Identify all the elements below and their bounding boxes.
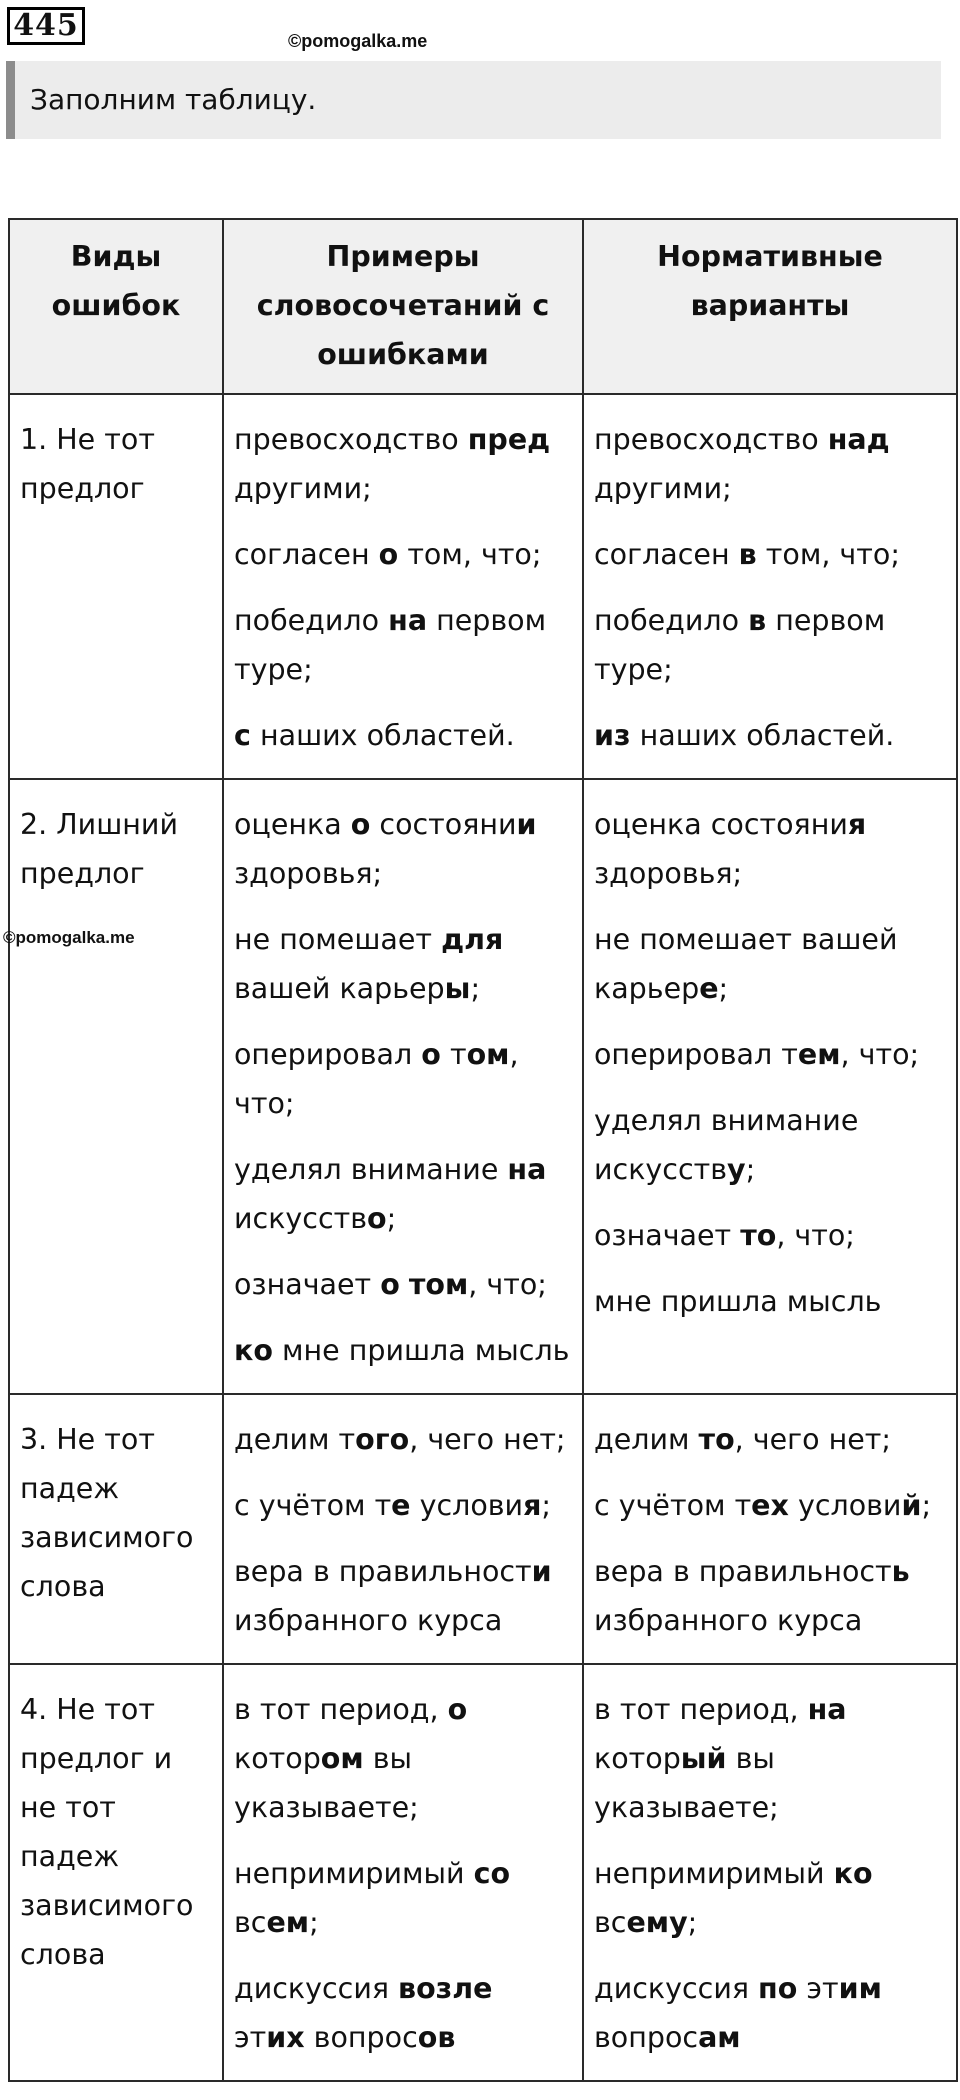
error-example [234, 1260, 572, 1309]
text-fragment: вера в правильност [234, 1555, 532, 1588]
text-fragment: означает [234, 1268, 381, 1301]
text-fragment: , что; [776, 1219, 855, 1252]
normative-example [594, 800, 946, 898]
text-fragment: вопрос [594, 2021, 699, 2054]
highlighted-fragment: ем [797, 1038, 841, 1071]
text-fragment: победило [594, 604, 749, 637]
highlighted-fragment: ый [680, 1742, 727, 1775]
header-error-type: Виды ошибок [9, 219, 223, 394]
text-fragment: оценка состояни [594, 808, 848, 841]
text-fragment: ; [718, 972, 729, 1005]
normative-example [594, 1849, 946, 1947]
text-fragment: котор [234, 1742, 321, 1775]
text-fragment: ; [309, 1906, 319, 1939]
watermark-top: ©pomogalka.me [288, 31, 428, 51]
text-fragment: в тот период, [594, 1693, 808, 1726]
highlighted-fragment: ему [626, 1906, 688, 1939]
highlighted-fragment: я [523, 1489, 542, 1522]
table-body [9, 394, 957, 2081]
text-fragment: мне пришла мысль [594, 1285, 882, 1318]
error-examples-cell [223, 1664, 583, 2081]
text-fragment: не помешает вашей карьер [594, 923, 898, 1005]
text-fragment: в тот период, [234, 1693, 448, 1726]
highlighted-fragment: о [378, 538, 399, 571]
normative-variants-cell [583, 1394, 957, 1664]
text-fragment: согласен [594, 538, 739, 571]
table-row [9, 1664, 957, 2081]
normative-example [594, 1481, 946, 1530]
highlighted-fragment: о [421, 1038, 441, 1071]
highlighted-fragment: ом [466, 1038, 510, 1071]
text-fragment: эт [234, 2021, 267, 2054]
table-header-row [9, 219, 957, 394]
highlighted-fragment: е [391, 1489, 411, 1522]
highlighted-fragment: из [594, 719, 631, 752]
text-fragment: делим т [234, 1423, 356, 1456]
highlighted-fragment: на [507, 1153, 547, 1186]
text-fragment: ; [921, 1489, 932, 1522]
text-fragment: избранного курса [234, 1604, 503, 1637]
text-fragment: ; [470, 972, 481, 1005]
highlighted-fragment: на [807, 1693, 847, 1726]
table-row [9, 779, 957, 1394]
highlighted-fragment: ко [833, 1857, 873, 1890]
text-fragment: вс [234, 1906, 267, 1939]
text-fragment: вашей карьер [234, 972, 445, 1005]
normative-example [594, 1547, 946, 1645]
text-fragment: ; [745, 1153, 756, 1186]
highlighted-fragment: ого [355, 1423, 410, 1456]
header-error-examples: Примеры словосочетаний с ошибками [223, 219, 583, 394]
intro-text: Заполним таблицу. [6, 61, 941, 139]
normative-example [594, 1211, 946, 1260]
highlighted-fragment: в [748, 604, 767, 637]
text-fragment: услови [410, 1489, 524, 1522]
text-fragment: , чего нет; [409, 1423, 566, 1456]
error-example [234, 1964, 572, 2062]
text-fragment: здоровья; [234, 857, 383, 890]
text-fragment: эт [797, 1972, 839, 2005]
highlighted-fragment: о [350, 808, 371, 841]
highlighted-fragment: для [441, 923, 504, 956]
highlighted-fragment: ко [234, 1334, 273, 1367]
error-example [234, 530, 572, 579]
highlighted-fragment: е [699, 972, 719, 1005]
text-fragment: непримиримый [594, 1857, 834, 1890]
highlighted-fragment: о [367, 1202, 387, 1235]
highlighted-fragment: в [738, 538, 757, 571]
text-fragment: услови [788, 1489, 902, 1522]
normative-example [594, 1277, 946, 1326]
highlighted-fragment: ем [266, 1906, 310, 1939]
highlighted-fragment: ы [444, 972, 471, 1005]
text-fragment: , чего нет; [734, 1423, 891, 1456]
error-example [234, 1326, 572, 1375]
text-fragment: оперировал т [594, 1038, 798, 1071]
highlighted-fragment: ов [417, 2021, 456, 2054]
highlighted-fragment: и [531, 1555, 552, 1588]
text-fragment: вы указываете; [234, 1742, 419, 1824]
text-fragment: , что; [468, 1268, 547, 1301]
normative-example [594, 711, 946, 760]
highlighted-fragment: и [516, 808, 537, 841]
error-examples-cell [223, 779, 583, 1394]
highlighted-fragment: им [838, 1972, 882, 2005]
highlighted-fragment: й [901, 1489, 922, 1522]
text-fragment: том, что; [756, 538, 900, 571]
highlighted-fragment: на [388, 604, 428, 637]
normative-variants-cell [583, 394, 957, 779]
normative-example [594, 915, 946, 1013]
text-fragment: первом туре; [234, 604, 547, 686]
highlighted-fragment: то [740, 1219, 777, 1252]
highlighted-fragment: том [408, 1268, 469, 1301]
text-fragment: дискуссия [234, 1972, 399, 2005]
highlighted-fragment: ех [751, 1489, 789, 1522]
error-example [234, 596, 572, 694]
text-fragment: вера в правильност [594, 1555, 892, 1588]
error-example [234, 1481, 572, 1530]
text-fragment: вы указываете; [594, 1742, 779, 1824]
highlighted-fragment: со [473, 1857, 511, 1890]
text-fragment: ; [541, 1489, 552, 1522]
table-row [9, 1394, 957, 1664]
text-fragment: вопрос [304, 2021, 418, 2054]
highlighted-fragment: ом [320, 1742, 364, 1775]
text-fragment: уделял внимание искусств [594, 1104, 859, 1186]
text-fragment: том, что; [398, 538, 542, 571]
error-example [234, 1547, 572, 1645]
text-fragment: , что; [234, 1038, 519, 1120]
text-fragment: избранного курса [594, 1604, 863, 1637]
text-fragment: вс [594, 1906, 627, 1939]
error-example [234, 1415, 572, 1464]
highlighted-fragment: пред [467, 423, 551, 456]
error-example [234, 800, 572, 898]
error-type-cell: 4. Не тот предлог и не тот падеж зависимого слова [9, 1664, 223, 2081]
normative-example [594, 1964, 946, 2062]
normative-example [594, 1415, 946, 1464]
text-fragment: оперировал [234, 1038, 422, 1071]
text-fragment: победило [234, 604, 389, 637]
normative-example [594, 1030, 946, 1079]
normative-example [594, 596, 946, 694]
text-fragment: первом туре; [594, 604, 886, 686]
highlighted-fragment: по [758, 1972, 798, 2005]
highlighted-fragment: над [827, 423, 890, 456]
error-example [234, 415, 572, 513]
text-fragment: оценка [234, 808, 351, 841]
text-fragment: мне пришла мысль [272, 1334, 570, 1367]
text-fragment: здоровья; [594, 857, 743, 890]
highlighted-fragment: ам [698, 2021, 741, 2054]
error-type-cell: 3. Не тот падеж зависимого слова [9, 1394, 223, 1664]
text-fragment [400, 1268, 409, 1301]
header-normative-variants: Нормативные варианты [583, 219, 957, 394]
highlighted-fragment: о [447, 1693, 468, 1726]
text-fragment: ; [687, 1906, 698, 1939]
error-example [234, 1145, 572, 1243]
text-fragment: непримиримый [234, 1857, 474, 1890]
text-fragment: искусств [234, 1202, 368, 1235]
text-fragment: состояни [370, 808, 517, 841]
text-fragment: означает [594, 1219, 741, 1252]
highlighted-fragment: с [234, 719, 251, 752]
error-type-cell: 1. Не тот предлог [9, 394, 223, 779]
normative-example [594, 1096, 946, 1194]
highlighted-fragment: их [266, 2021, 305, 2054]
error-example [234, 711, 572, 760]
normative-example [594, 530, 946, 579]
text-fragment: с учётом т [594, 1489, 752, 1522]
error-examples-cell [223, 1394, 583, 1664]
error-example [234, 1030, 572, 1128]
error-example [234, 1849, 572, 1947]
error-type-cell: 2. Лишний предлог [9, 779, 223, 1394]
text-fragment: превосходство [234, 423, 468, 456]
text-fragment: т [440, 1038, 467, 1071]
text-fragment: не помешает [234, 923, 442, 956]
text-fragment: превосходство [594, 423, 828, 456]
text-fragment: другими; [234, 472, 372, 505]
text-fragment: дискуссия [594, 1972, 759, 2005]
text-fragment: , что; [840, 1038, 920, 1071]
highlighted-fragment: возле [398, 1972, 493, 2005]
highlighted-fragment: то [698, 1423, 735, 1456]
text-fragment: делим [594, 1423, 699, 1456]
text-fragment: с учётом т [234, 1489, 392, 1522]
text-fragment: наших областей. [630, 719, 895, 752]
task-number: 445 [7, 7, 85, 45]
highlighted-fragment: у [727, 1153, 746, 1186]
highlighted-fragment: я [847, 808, 867, 841]
normative-variants-cell [583, 779, 957, 1394]
normative-variants-cell [583, 1664, 957, 2081]
highlighted-fragment: ь [891, 1555, 910, 1588]
normative-example [594, 1685, 946, 1832]
error-examples-cell [223, 394, 583, 779]
table-row [9, 394, 957, 779]
normative-example [594, 415, 946, 513]
error-example [234, 1685, 572, 1832]
text-fragment: другими; [594, 472, 732, 505]
text-fragment: наших областей. [250, 719, 515, 752]
errors-table [8, 218, 958, 2082]
text-fragment: согласен [234, 538, 379, 571]
text-fragment: котор [594, 1742, 681, 1775]
watermark-middle: ©pomogalka.me [3, 928, 135, 947]
highlighted-fragment: о [380, 1268, 400, 1301]
error-example [234, 915, 572, 1013]
text-fragment: уделял внимание [234, 1153, 508, 1186]
text-fragment: ; [386, 1202, 397, 1235]
